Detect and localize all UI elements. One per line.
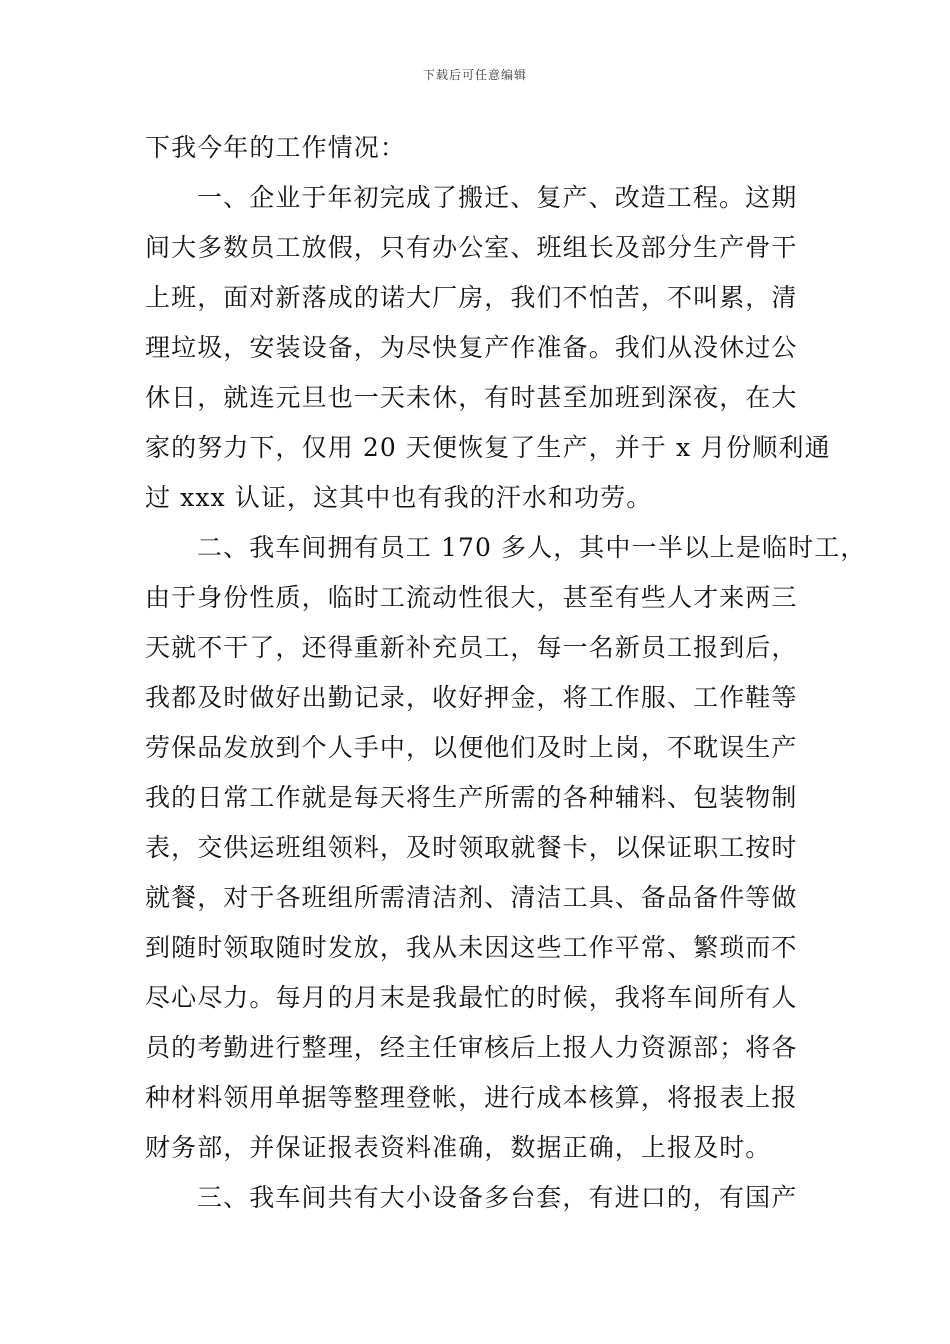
text-line: 过 xxx 认证，这其中也有我的汗水和功劳。 <box>145 483 653 512</box>
text-line: 天就不干了，还得重新补充员工，每一名新员工报到后， <box>145 633 798 662</box>
text-line: 员的考勤进行整理，经主任审核后上报人力资源部；将各 <box>145 1033 798 1062</box>
text-line: 理垃圾，安装设备，为尽快复产作准备。我们从没休过公 <box>145 333 798 362</box>
text-line: 就餐，对于各班组所需清洁剂、清洁工具、备品备件等做 <box>145 883 798 912</box>
text-line: 表，交供运班组领料，及时领取就餐卡，以保证职工按时 <box>145 833 798 862</box>
text-line: 三、我车间共有大小设备多台套，有进口的，有国产 <box>197 1183 798 1212</box>
page-header: 下载后可任意编辑 <box>422 68 527 82</box>
document-body <box>145 123 867 1223</box>
text-line: 种材料领用单据等整理登帐，进行成本核算，将报表上报 <box>145 1083 798 1112</box>
text-line: 由于身份性质，临时工流动性很大，甚至有些人才来两三 <box>145 583 798 612</box>
text-line: 家的努力下，仅用 20 天便恢复了生产，并于 x 月份顺利通 <box>145 433 831 462</box>
text-line: 尽心尽力。每月的月末是我最忙的时候，我将车间所有人 <box>145 983 798 1012</box>
text-line: 我的日常工作就是每天将生产所需的各种辅料、包装物制 <box>145 783 798 812</box>
text-line: 休日，就连元旦也一天未休，有时甚至加班到深夜，在大 <box>145 383 798 412</box>
text-line: 二、我车间拥有员工 170 多人，其中一半以上是临时工， <box>197 533 867 562</box>
text-line: 财务部，并保证报表资料准确，数据正确，上报及时。 <box>145 1133 772 1162</box>
text-line: 一、企业于年初完成了搬迁、复产、改造工程。这期 <box>197 183 798 212</box>
text-line: 到随时领取随时发放，我从未因这些工作平常、繁琐而不 <box>145 933 798 962</box>
text-line: 劳保品发放到个人手中，以便他们及时上岗，不耽误生产 <box>145 733 798 762</box>
text-line: 下我今年的工作情况： <box>145 133 407 162</box>
text-line: 上班，面对新落成的诺大厂房，我们不怕苦，不叫累，清 <box>145 283 798 312</box>
text-line: 我都及时做好出勤记录，收好押金，将工作服、工作鞋等 <box>145 683 798 712</box>
text-line: 间大多数员工放假，只有办公室、班组长及部分生产骨干 <box>145 233 798 262</box>
